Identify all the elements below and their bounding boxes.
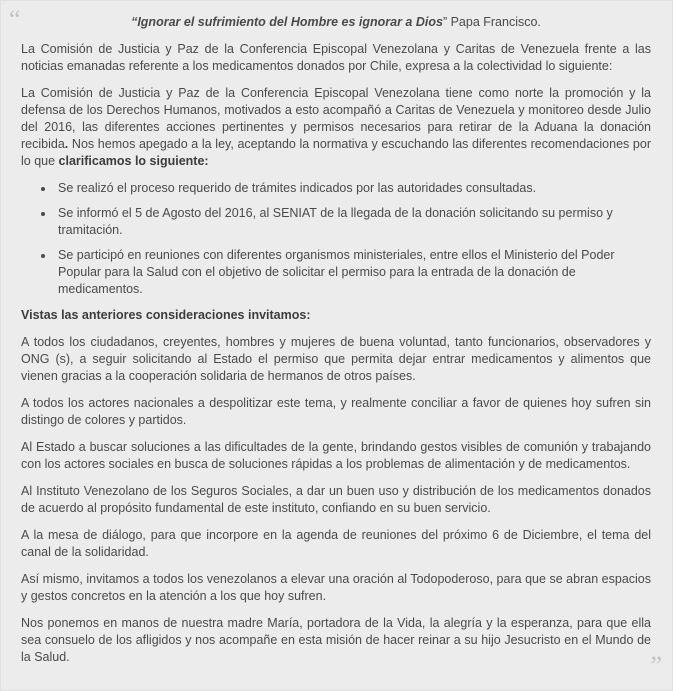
invitation-paragraph: A todos los actores nacionales a despolitizar este tema, y realmente conciliar a favor de quienes hoy sufren sin distingo de colores y partidos. (21, 396, 651, 427)
body-paragraph (21, 85, 651, 170)
open-quote-icon: “ (9, 5, 21, 34)
body-text: La Comisión de Justicia y Paz de la Conferencia Episcopal Venezolana tiene como norte la promoción y la defensa de los Derechos Humanos, motivados a esto acompañó a Caritas de Venezuela y monitoreo desde Julio del 2016, las diferentes acciones pertinentes y permisos necesarios para retirar de la Aduana la donación recibida (21, 86, 651, 151)
close-quote-icon: ” (650, 651, 662, 680)
body-dot: . (64, 137, 69, 151)
quote-title (21, 14, 651, 31)
invitation-paragraph: Al Instituto Venezolano de los Seguros Sociales, a dar un buen uso y distribución de los medicamentos donados de acuerdo al propósito fundamental de este instituto, confiando en su buen servicio. (21, 484, 651, 515)
intro-paragraph: La Comisión de Justicia y Paz de la Conferencia Episcopal Venezolana y Caritas de Venezuela frente a las noticias emanadas referente a los medicamentos donados por Chile, expresa a la colectividad lo siguiente: (21, 42, 651, 73)
actions-list (21, 180, 651, 298)
quote-text: “Ignorar el sufrimiento del Hombre es ignorar a Dios (131, 15, 443, 29)
invitation-paragraph: A todos los ciudadanos, creyentes, hombres y mujeres de buena voluntad, tanto funcionarios, observadores y ONG (s), a seguir solicitando al Estado el permiso que permita dejar entrar medicamentos y alimentos que vienen gracias a la cooperación solidaria de hermanos de otros países. (21, 335, 651, 383)
invitation-paragraph: A la mesa de diálogo, para que incorpore en la agenda de reuniones del próximo 6 de Diciembre, el tema del canal de la solidaridad. (21, 528, 651, 559)
list-item: Se informó el 5 de Agosto del 2016, al SENIAT de la llegada de la donación solicitando su permiso y tramitación. (58, 205, 651, 239)
invitation-paragraph: Al Estado a buscar soluciones a las dificultades de la gente, brindando gestos visibles de comunión y trabajando con los actores sociales en busca de soluciones rápidas a los problemas de alimentación y de medicamentos. (21, 440, 651, 471)
body-text-continued: Nos hemos apegado a la ley, aceptando la normativa y escuchando las diferentes recomendaciones por lo que (21, 137, 651, 168)
invitation-paragraph: Nos ponemos en manos de nuestra madre María, portadora de la Vida, la alegría y la esperanza, para que ella sea consuelo de los afligidos y nos acompañe en esta misión de hacer reinar a su hijo Jesucristo en el Mundo de la Salud. (21, 616, 651, 664)
considerations-heading (21, 307, 651, 324)
body-bold-phrase: clarificamos lo siguiente: (58, 154, 209, 168)
list-item: Se participó en reuniones con diferentes organismos ministeriales, entre ellos el Ministerio del Poder Popular para la Salud con el objetivo de solicitar el permiso para la entrada de la donación de medicamentos. (58, 247, 651, 298)
invitation-paragraph: Así mismo, invitamos a todos los venezolanos a elevar una oración al Todopoderoso, para que se abran espacios y gestos concretos en la atención a los que hoy sufren. (21, 572, 651, 603)
quote-author: ” Papa Francisco. (442, 15, 541, 29)
considerations-heading-text: Vistas las anteriores consideraciones invitamos: (21, 308, 311, 322)
statement-content (21, 14, 651, 676)
list-item: Se realizó el proceso requerido de trámites indicados por las autoridades consultadas. (58, 180, 651, 197)
